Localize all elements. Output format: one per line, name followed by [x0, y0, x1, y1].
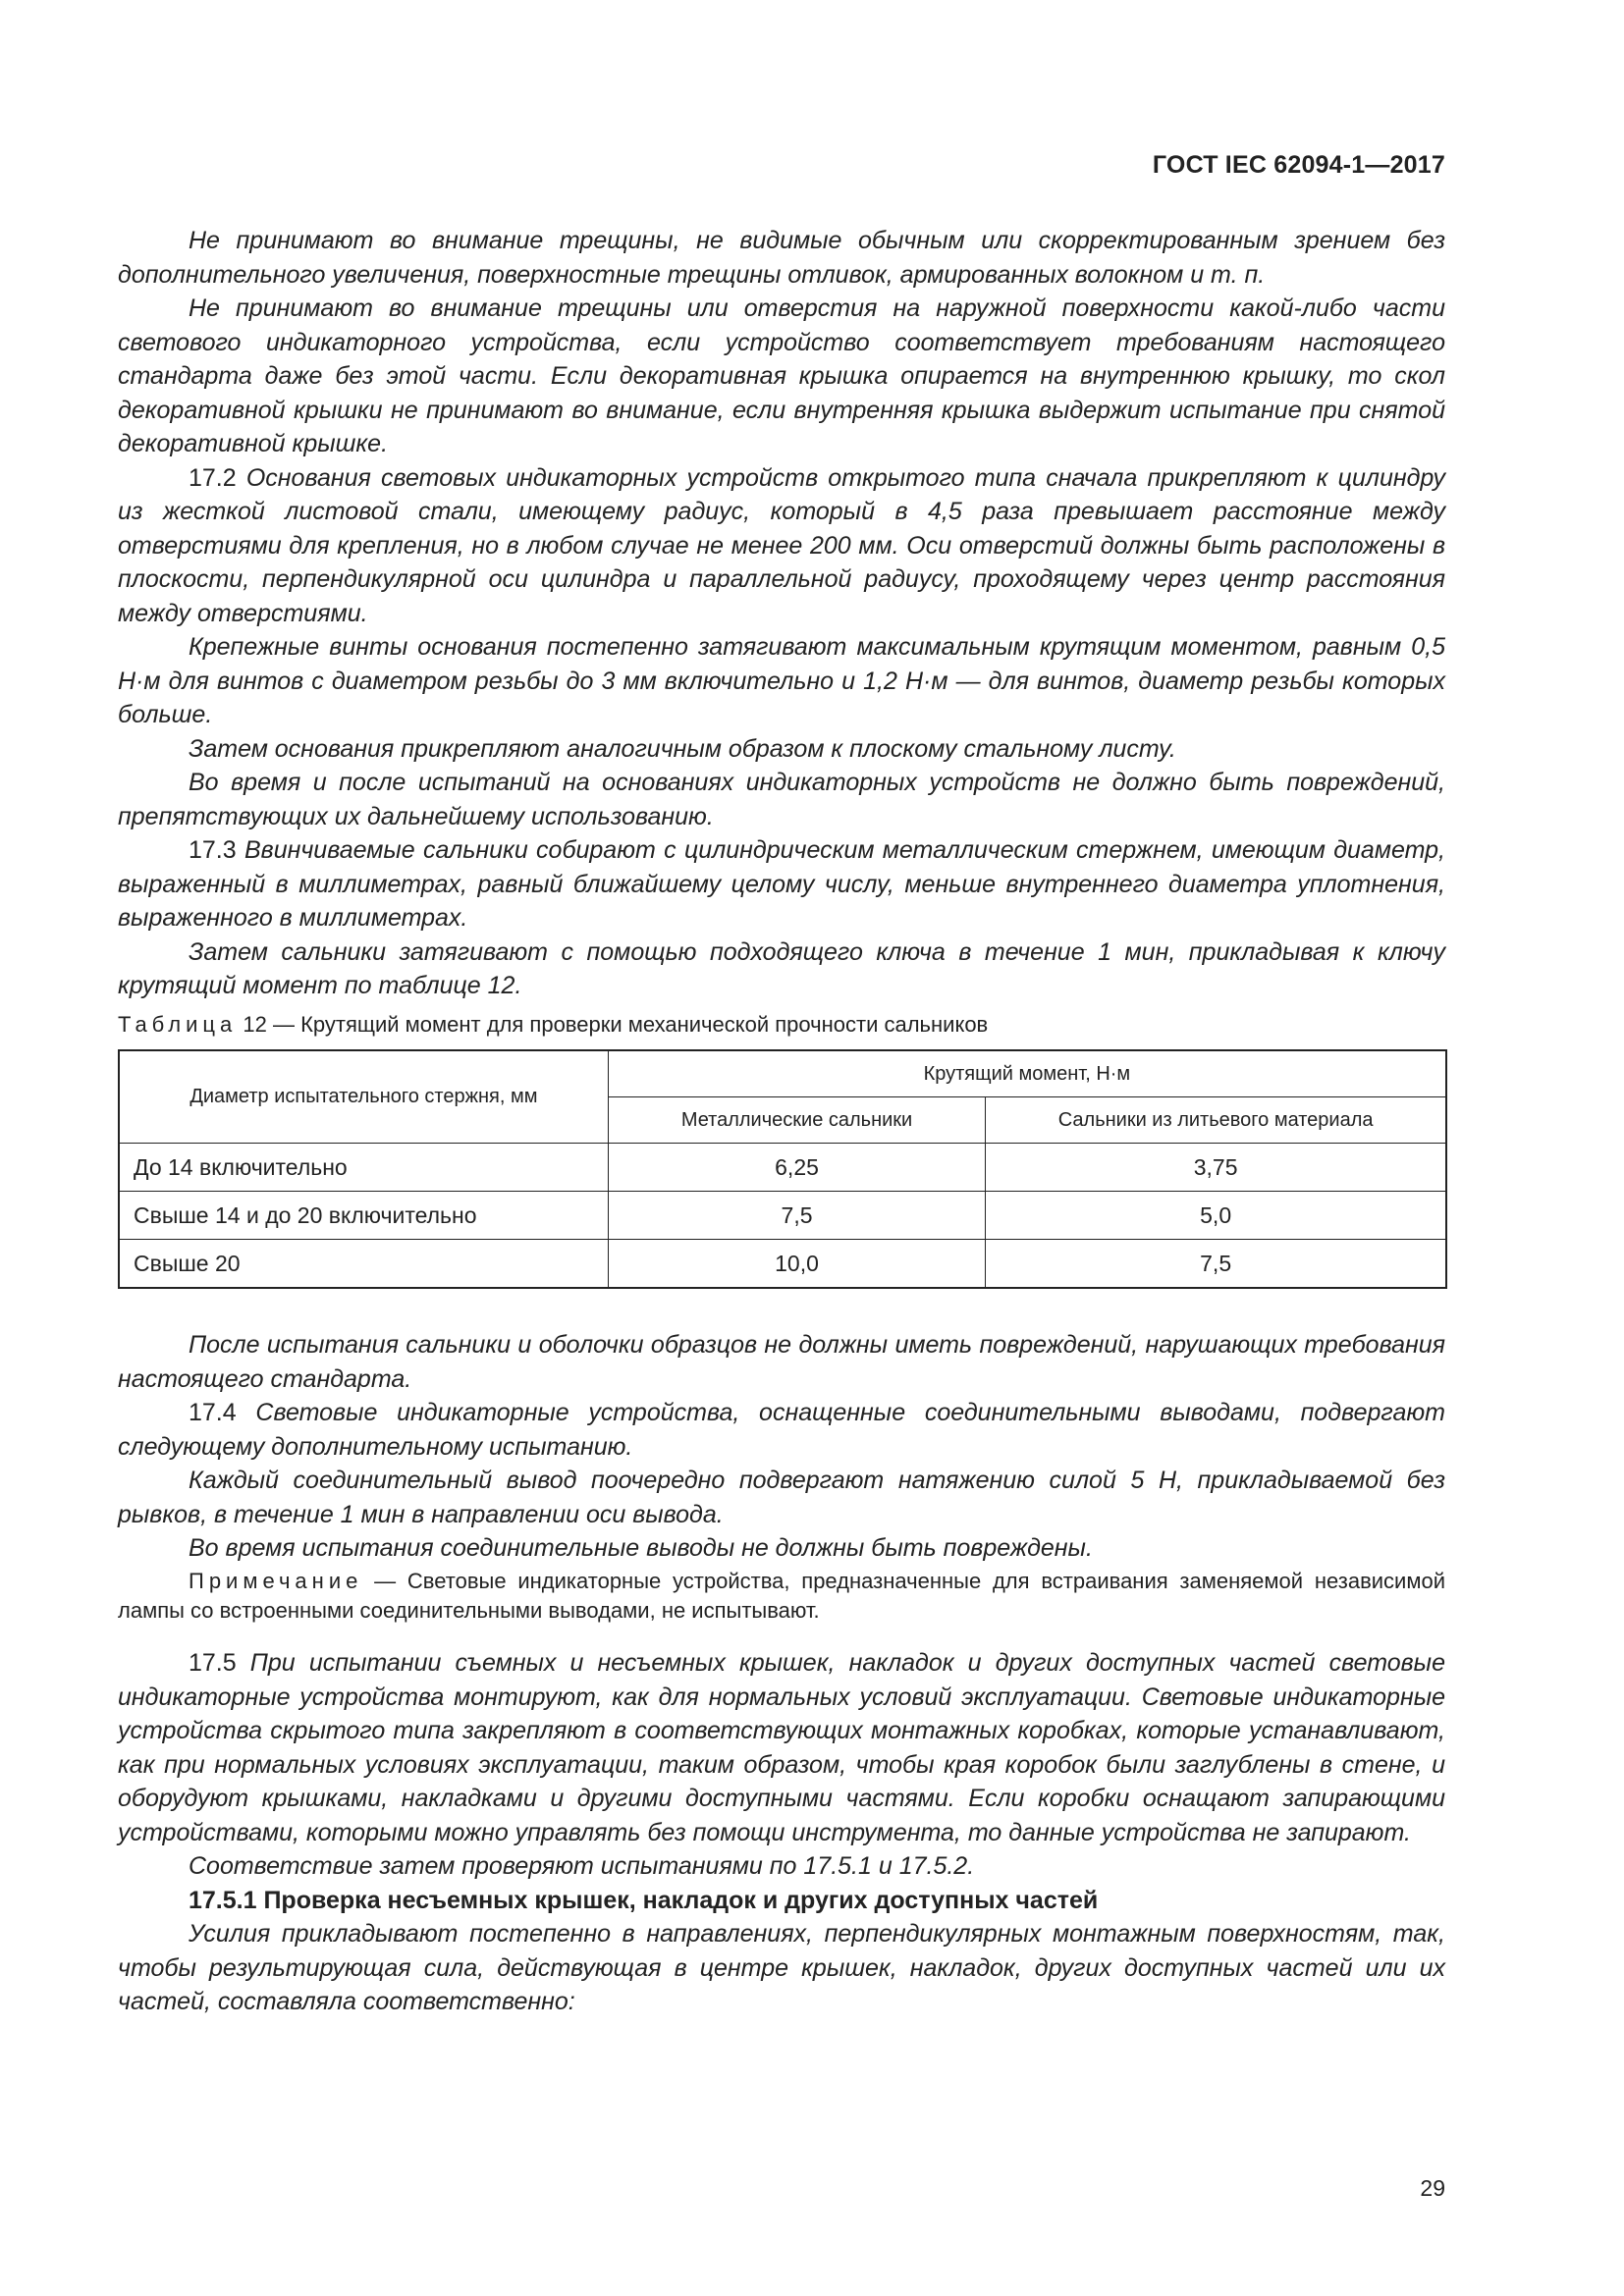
- note-text: — Световые индикаторные устройства, предназначенные для встраивания заменяемой независимой лампы со встроенными соединительными выводами, не испытывают.: [118, 1569, 1445, 1623]
- paragraph-text: Ввинчиваемые сальники собирают с цилиндрическим металлическим стержнем, имеющим диаметр, выраженный в миллиметрах, равный ближайшему целому числу, меньше внутреннего диаметра уплотнения, выраженного в миллиметрах.: [118, 836, 1445, 932]
- text-block-mid: [118, 1328, 1445, 1566]
- section-number: 17.3: [189, 836, 237, 864]
- table-caption: [118, 1012, 988, 1038]
- paragraph: Каждый соединительный вывод поочередно подвергают натяжению силой 5 Н, прикладываемой без рывков, в течение 1 мин в направлении оси вывода.: [118, 1467, 1445, 1528]
- section-heading-17-5-1: 17.5.1 Проверка несъемных крышек, накладок и других доступных частей: [189, 1886, 1099, 1914]
- page-number: 29: [1420, 2175, 1445, 2201]
- table-cell: 7,5: [608, 1192, 985, 1240]
- col-header-metal: Металлические сальники: [608, 1097, 985, 1144]
- paragraph-17-5: [118, 1646, 1445, 1849]
- paragraph-17-4: [118, 1396, 1445, 1464]
- paragraph: Во время и после испытаний на основаниях индикаторных устройств не должно быть повреждений, препятствующих их дальнейшему использованию.: [118, 769, 1445, 830]
- col-header-diameter: Диаметр испытательного стержня, мм: [119, 1050, 608, 1144]
- table-caption-label: Таблица: [118, 1012, 238, 1037]
- table-caption-text: 12 — Крутящий момент для проверки механической прочности сальников: [237, 1012, 989, 1037]
- document-header: ГОСТ IEC 62094-1—2017: [1152, 151, 1445, 179]
- paragraph: После испытания сальники и оболочки образцов не должны иметь повреждений, нарушающих требования настоящего стандарта.: [118, 1331, 1445, 1393]
- note-label: Примечание: [189, 1569, 363, 1593]
- paragraph: Затем сальники затягивают с помощью подходящего ключа в течение 1 мин, прикладывая к ключу крутящий момент по таблице 12.: [118, 937, 1445, 999]
- paragraph: Не принимают во внимание трещины или отверстия на наружной поверхности какой-либо части светового индикаторного устройства, если устройство соответствует требованиям настоящего стандарта даже без этой части. Если декоративная крышка опирается на внутреннюю крышку, то скол декоративной крышки не принимают во внимание, если внутренняя крышка выдержит испытание при снятой декоративной крышке.: [118, 294, 1445, 457]
- table-row: [119, 1240, 1446, 1289]
- paragraph-text: При испытании съемных и несъемных крышек, накладок и других доступных частей световые индикаторные устройства монтируют, как для нормальных условий эксплуатации. Световые индикаторные устройства скрытого типа закрепляют в соответствующих монтажных коробках, которые устанавливают, как при нормальных условиях эксплуатации, таким образом, чтобы края коробок были заглублены в стене, и оборудуют крышками, накладками и другими доступными частями. Если коробки оснащают запирающими устройствами, которыми можно управлять без помощи инструмента, то данные устройства не запирают.: [118, 1649, 1445, 1846]
- paragraph: Не принимают во внимание трещины, не видимые обычным или скорректированным зрением без дополнительного увеличения, поверхностные трещины отливок, армированных волокном и т. п.: [118, 227, 1445, 289]
- section-number: 17.4: [189, 1399, 237, 1426]
- table-cell: 5,0: [986, 1192, 1446, 1240]
- text-block-bottom: [118, 1646, 1445, 2019]
- torque-table: [118, 1049, 1447, 1289]
- paragraph-17-2: [118, 461, 1445, 631]
- section-number: 17.2: [189, 463, 237, 492]
- paragraph-text: Световые индикаторные устройства, оснащенные соединительными выводами, подвергают следующему дополнительному испытанию.: [118, 1399, 1445, 1461]
- paragraph: Крепежные винты основания постепенно затягивают максимальным крутящим моментом, равным 0,5 Н·м для винтов с диаметром резьбы до 3 мм включительно и 1,2 Н·м — для винтов, диаметр резьбы которых больше.: [118, 633, 1445, 728]
- col-header-molded: Сальники из литьевого материала: [986, 1097, 1446, 1144]
- text-block-top: [118, 224, 1445, 1003]
- table-cell: Свыше 14 и до 20 включительно: [119, 1192, 608, 1240]
- table-row: [119, 1144, 1446, 1192]
- section-number: 17.5: [189, 1649, 237, 1677]
- note: [118, 1567, 1445, 1626]
- paragraph-17-3: [118, 833, 1445, 935]
- table-row: [119, 1192, 1446, 1240]
- table-cell: До 14 включительно: [119, 1144, 608, 1192]
- table-cell: 10,0: [608, 1240, 985, 1289]
- paragraph: Во время испытания соединительные выводы не должны быть повреждены.: [189, 1534, 1093, 1562]
- group-header-torque: Крутящий момент, Н·м: [608, 1050, 1446, 1097]
- paragraph: Затем основания прикрепляют аналогичным образом к плоскому стальному листу.: [189, 734, 1176, 763]
- paragraph: Усилия прикладывают постепенно в направлениях, перпендикулярных монтажным поверхностям, так, чтобы результирующая сила, действующая в центре крышек, накладок, других доступных частей или их частей, составляла соответственно:: [118, 1920, 1445, 2015]
- paragraph-text: Основания световых индикаторных устройств открытого типа сначала прикрепляют к цилиндру из жесткой листовой стали, имеющему радиус, который в 4,5 раза превышает расстояние между отверстиями для крепления, но в любом случае не менее 200 мм. Оси отверстий должны быть расположены в плоскости, перпендикулярной оси цилиндра и параллельной радиусу, проходящему через центр расстояния между отверстиями.: [118, 463, 1445, 627]
- table-cell: 3,75: [986, 1144, 1446, 1192]
- paragraph: Соответствие затем проверяют испытаниями по 17.5.1 и 17.5.2.: [189, 1852, 975, 1880]
- table-cell: Свыше 20: [119, 1240, 608, 1289]
- table-cell: 7,5: [986, 1240, 1446, 1289]
- table-cell: 6,25: [608, 1144, 985, 1192]
